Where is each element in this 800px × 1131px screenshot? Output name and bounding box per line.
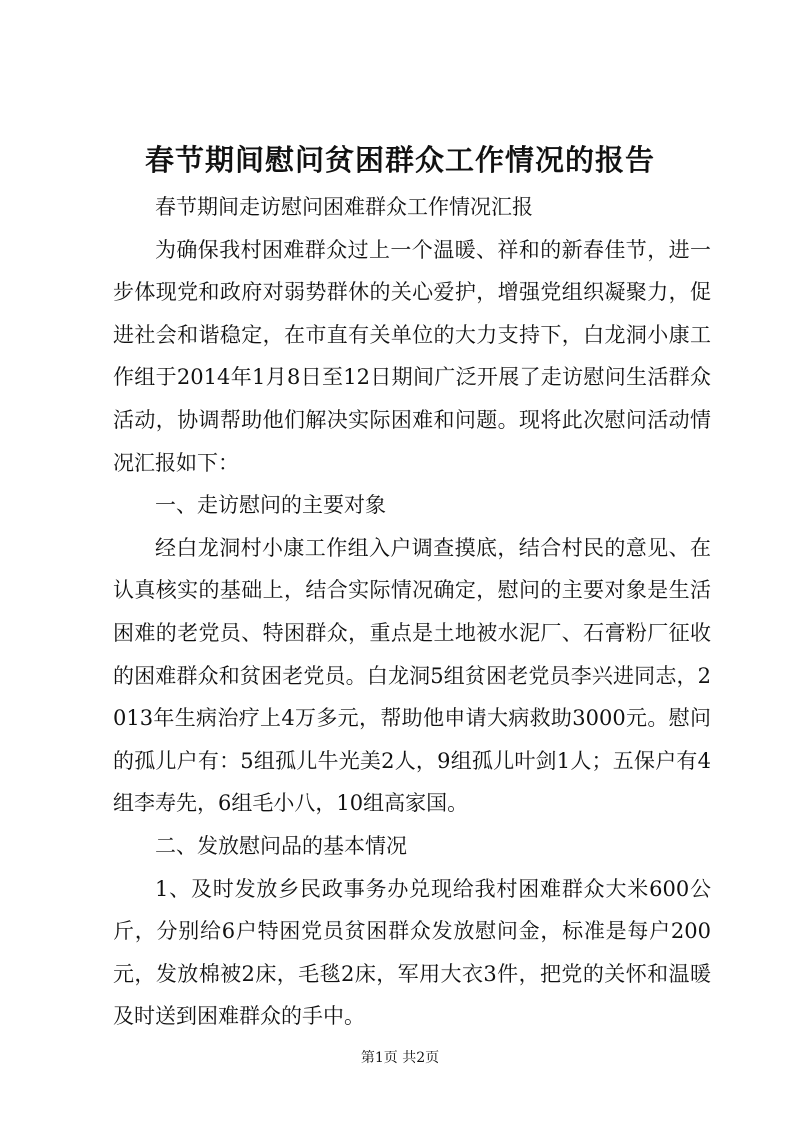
- section-1-paragraph: 经白龙洞村小康工作组入户调查摸底，结合村民的意见、在认真核实的基础上，结合实际情况确定，慰问的主要对象是生活困难的老党员、特困群众，重点是土地被水泥厂、石膏粉厂征收的困难群众和贫困老党员。白龙洞5组贫困老党员李兴进同志，2013年生病治疗上4万多元，帮助他申请大病救助3000元。慰问的孤儿户有：5组孤儿牛光美2人，9组孤儿叶剑1人；五保户有4组李寿先，6组毛小八，10组高家国。: [113, 535, 711, 816]
- subtitle-paragraph: 春节期间走访慰问困难群众工作情况汇报: [155, 195, 533, 219]
- intro-paragraph: 为确保我村困难群众过上一个温暖、祥和的新春佳节，进一步体现党和政府对弱势群休的关心爱护，增强党组织凝聚力，促进社会和谐稳定，在市直有关单位的大力支持下，白龙洞小康工作组于2014年1月8日至12日期间广泛开展了走访慰问生活群众活动，协调帮助他们解决实际困难和问题。现将此次慰问活动情况汇报如下：: [113, 237, 711, 475]
- section-2-paragraph: 1、及时发放乡民政事务办兑现给我村困难群众大米600公斤，分别给6户特困党员贫困群众发放慰问金，标准是每户200元，发放棉被2床，毛毯2床，军用大衣3件，把党的关怀和温暖及时送到困难群众的手中。: [113, 876, 711, 1029]
- section-heading-1: 一、走访慰问的主要对象: [155, 493, 386, 518]
- section-heading-2: 二、发放慰问品的基本情况: [155, 833, 407, 858]
- document-title: 春节期间慰问贫困群众工作情况的报告: [144, 143, 655, 177]
- document-body: [113, 186, 711, 1038]
- page-number-footer: 第1页 共2页: [360, 1050, 440, 1066]
